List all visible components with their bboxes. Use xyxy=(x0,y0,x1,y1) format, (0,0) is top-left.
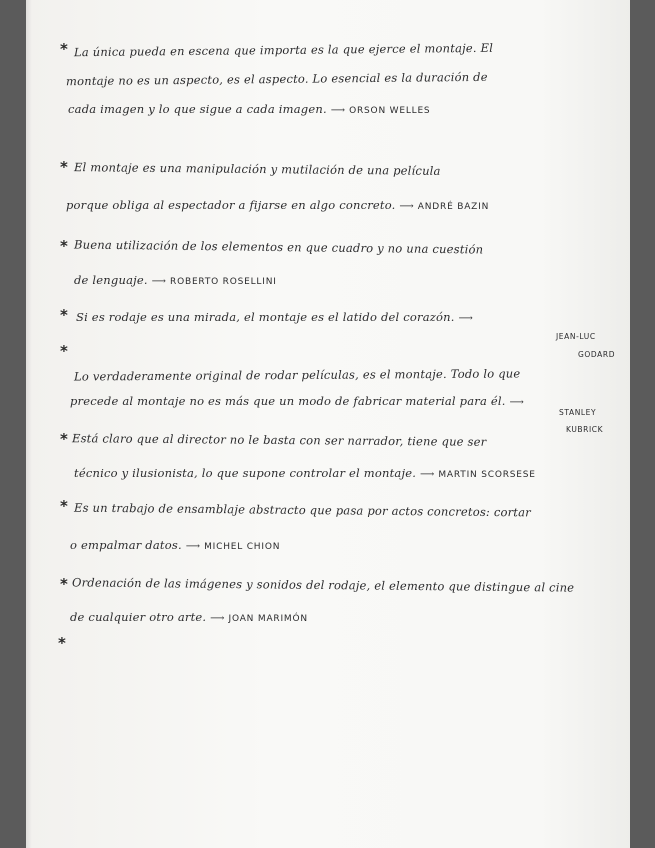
quote-line: El montaje es una manipulación y mutilación de una película xyxy=(73,160,441,178)
arrow-icon: ⟶ xyxy=(419,469,435,480)
bullet-star: * xyxy=(60,237,68,255)
quote-line: de lenguaje. xyxy=(74,273,148,287)
quote-line: técnico y ilusionista, lo que supone controlar el montaje. xyxy=(74,466,417,480)
quote-line: de cualquier otro arte. xyxy=(70,610,207,624)
quote-line: Ordenación de las imágenes y sonidos del rodaje, el elemento que distingue al cine xyxy=(71,575,575,595)
arrow-icon: ⟶ xyxy=(210,613,225,624)
arrow-icon: ⟶ xyxy=(151,276,167,287)
quote-line-with-author xyxy=(70,538,280,552)
quote-line: cada imagen y lo que sigue a cada imagen. xyxy=(68,102,327,116)
bullet-star: * xyxy=(60,158,68,176)
quote-line-with-author xyxy=(74,273,277,287)
quote-line: precede al montaje no es más que un modo de fabricar material para él. xyxy=(70,394,506,408)
quote-author: MARTIN SCORSESE xyxy=(438,470,536,480)
quote-author-first: STANLEY xyxy=(559,408,597,417)
quote-author: ORSON WELLES xyxy=(349,106,431,116)
quote-author-last: GODARD xyxy=(578,350,616,359)
quote-author: ANDRÉ BAZIN xyxy=(417,202,490,212)
bullet-star: * xyxy=(60,430,68,448)
quote-line-with-author xyxy=(68,102,430,116)
bullet-star: * xyxy=(60,497,68,515)
quote-author: ROBERTO ROSELLINI xyxy=(170,277,277,287)
quote-line: La única pueda en escena que importa es la que ejerce el montaje. El xyxy=(73,40,494,60)
bullet-star: * xyxy=(60,342,68,360)
quote-line: Está claro que al director no le basta con ser narrador, tiene que ser xyxy=(71,431,487,449)
quote-line-with-author xyxy=(74,466,536,480)
arrow-icon: ⟶ xyxy=(509,397,525,408)
arrow-icon: ⟶ xyxy=(185,541,201,552)
page-edge-shadow xyxy=(26,0,32,848)
bullet-star: * xyxy=(60,40,68,58)
quote-line: o empalmar datos. xyxy=(70,538,182,552)
arrow-icon: ⟶ xyxy=(458,313,474,324)
quote-author-last: KUBRICK xyxy=(566,425,604,434)
notebook-page xyxy=(26,0,630,848)
bullet-star-empty: * xyxy=(58,634,66,652)
quote-line: Buena utilización de los elementos en que cuadro y no una cuestión xyxy=(73,237,484,257)
quote-line: montaje no es un aspecto, es el aspecto. Lo esencial es la duración de xyxy=(65,69,488,89)
bullet-star: * xyxy=(60,306,68,324)
quote-line: porque obliga al espectador a fijarse en algo concreto. xyxy=(66,198,396,212)
quote-line-with-author xyxy=(66,198,489,212)
arrow-icon: ⟶ xyxy=(399,201,414,212)
quote-line-with-author xyxy=(70,394,524,408)
quote-author-first: JEAN-LUC xyxy=(556,332,596,341)
quote-line-with-author xyxy=(76,310,473,324)
quote-line: Lo verdaderamente original de rodar películas, es el montaje. Todo lo que xyxy=(73,366,521,384)
quote-line-with-author xyxy=(70,610,308,624)
quote-author: JOAN MARIMÓN xyxy=(228,614,308,624)
quote-line: Si es rodaje es una mirada, el montaje es el latido del corazón. xyxy=(76,310,455,324)
bullet-star: * xyxy=(60,575,68,593)
quote-author: MICHEL CHION xyxy=(204,542,281,552)
quote-line: Es un trabajo de ensamblaje abstracto que pasa por actos concretos: cortar xyxy=(73,500,532,520)
arrow-icon: ⟶ xyxy=(330,105,346,116)
